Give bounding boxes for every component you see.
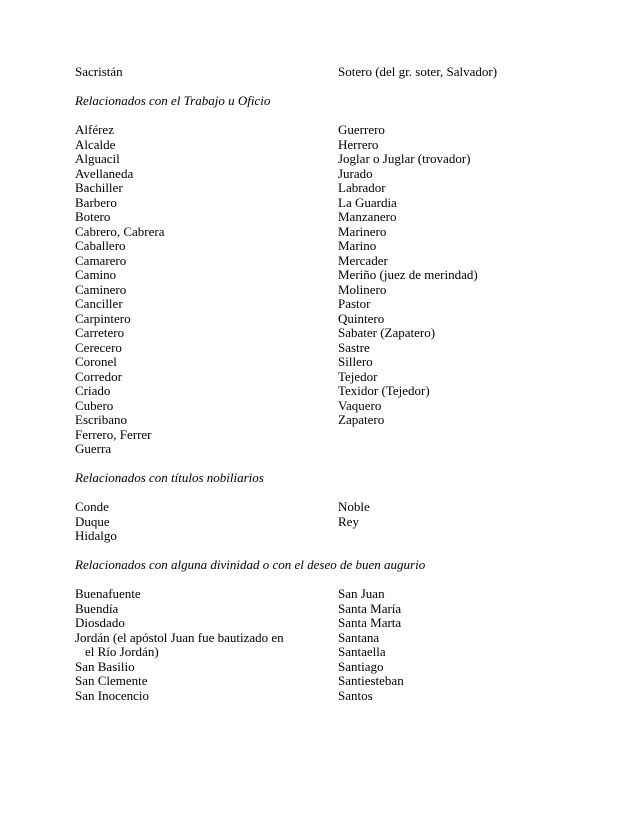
- right-entry: Labrador: [338, 180, 386, 195]
- left-entry: Corredor: [75, 368, 122, 384]
- right-entry: Quintero: [338, 310, 385, 326]
- left-entry: Alcalde: [75, 136, 116, 152]
- left-entry: Coronel: [75, 354, 117, 369]
- surname-row: [75, 384, 595, 399]
- right-entry: Jurado: [338, 165, 373, 181]
- right-entry: Manzanero: [338, 209, 397, 224]
- right-entry: Santos: [338, 687, 373, 703]
- spacer: [75, 486, 595, 501]
- left-entry: Buenafuente: [75, 586, 141, 601]
- surname-row: [75, 312, 595, 327]
- left-entry: Camino: [75, 267, 117, 282]
- right-entry: Sotero (del gr. soter, Salvador): [338, 64, 498, 79]
- left-entry: Guerra: [75, 441, 112, 456]
- surname-row: [75, 297, 595, 312]
- surname-row: [75, 341, 595, 356]
- surname-row: [75, 210, 595, 225]
- right-entry: Noble: [338, 499, 370, 514]
- surname-row: [75, 370, 595, 385]
- surname-row: [75, 428, 595, 443]
- left-entry: Sacristán: [75, 64, 123, 79]
- surname-row: [75, 283, 595, 298]
- right-entry: Sastre: [338, 339, 370, 355]
- spacer: [75, 544, 595, 559]
- right-entry: Rey: [338, 513, 359, 529]
- left-entry: Buendía: [75, 600, 119, 616]
- surname-row: [75, 355, 595, 370]
- right-entry: Santa Marta: [338, 615, 402, 630]
- left-entry: San Inocencio: [75, 687, 150, 703]
- surname-row: [75, 254, 595, 269]
- right-entry: Guerrero: [338, 122, 385, 137]
- left-entry: Alguacil: [75, 151, 120, 166]
- surname-row: [75, 674, 595, 689]
- left-entry: Ferrero, Ferrer: [75, 426, 152, 442]
- sections: [75, 80, 595, 704]
- left-entry: Hidalgo: [75, 528, 117, 543]
- left-entry: Barbero: [75, 194, 117, 210]
- left-entry: Alférez: [75, 122, 114, 137]
- left-entry: Cerecero: [75, 339, 122, 355]
- left-entry: Botero: [75, 209, 111, 224]
- right-entry: Santiago: [338, 658, 384, 674]
- surname-row: [75, 500, 595, 515]
- spacer: [75, 109, 595, 124]
- left-entry: Avellaneda: [75, 165, 134, 181]
- surname-row: [75, 326, 595, 341]
- right-entry: Santa María: [338, 600, 402, 616]
- right-entry: Meriño (juez de merindad): [338, 267, 478, 282]
- section-heading: Relacionados con el Trabajo u Oficio: [75, 93, 271, 108]
- right-entry: Santana: [338, 629, 380, 645]
- surname-row: [75, 631, 595, 646]
- left-entry: Duque: [75, 513, 110, 529]
- right-entry: Vaquero: [338, 397, 382, 413]
- left-entry: San Basilio: [75, 658, 135, 674]
- surname-row: [75, 268, 595, 283]
- left-entry: Caminero: [75, 281, 127, 297]
- surname-row: [75, 645, 595, 660]
- left-entry: San Clemente: [75, 673, 148, 688]
- surname-row: [75, 689, 595, 704]
- left-entry: Cabrero, Cabrera: [75, 223, 165, 239]
- surname-row: [75, 442, 595, 457]
- right-entry: Marinero: [338, 223, 387, 239]
- surname-row: [75, 225, 595, 240]
- left-entry: Camarero: [75, 252, 127, 268]
- right-entry: San Juan: [338, 586, 385, 601]
- left-entry: Criado: [75, 383, 111, 398]
- left-entry: Canciller: [75, 296, 123, 311]
- left-entry: Carpintero: [75, 310, 131, 326]
- right-entry: Mercader: [338, 252, 388, 268]
- left-entry: Caballero: [75, 238, 126, 253]
- right-entry: Tejedor: [338, 368, 378, 384]
- left-entry: el Río Jordán): [85, 644, 159, 659]
- left-entry: Bachiller: [75, 180, 123, 195]
- left-entry: Conde: [75, 499, 109, 514]
- right-entry: Marino: [338, 238, 377, 253]
- left-entry: Jordán (el apóstol Juan fue bautizado en: [75, 629, 284, 645]
- left-entry: Diosdado: [75, 615, 125, 630]
- right-entry: Sabater (Zapatero): [338, 325, 436, 340]
- surname-row: [75, 587, 595, 602]
- spacer: [75, 573, 595, 588]
- surname-row: [75, 123, 595, 138]
- document-page: [75, 65, 595, 703]
- right-entry: Zapatero: [338, 412, 385, 427]
- surname-row: [75, 529, 595, 544]
- right-entry: Santiesteban: [338, 673, 404, 688]
- surname-row: [75, 152, 595, 167]
- surname-row: [75, 399, 595, 414]
- right-entry: Texidor (Tejedor): [338, 383, 430, 398]
- top-row: [75, 65, 595, 80]
- section-heading: Relacionados con alguna divinidad o con el deseo de buen augurio: [75, 557, 426, 572]
- section-heading: Relacionados con títulos nobiliarios: [75, 470, 264, 485]
- right-entry: Sillero: [338, 354, 373, 369]
- surname-row: [75, 616, 595, 631]
- right-entry: La Guardia: [338, 194, 397, 210]
- left-entry: Carretero: [75, 325, 125, 340]
- right-entry: Santaella: [338, 644, 386, 659]
- surname-row: [75, 239, 595, 254]
- surname-row: [75, 602, 595, 617]
- right-entry: Herrero: [338, 136, 379, 152]
- right-entry: Molinero: [338, 281, 387, 297]
- spacer: [75, 80, 595, 95]
- surname-row: [75, 413, 595, 428]
- spacer: [75, 457, 595, 472]
- surname-row: [75, 181, 595, 196]
- surname-row: [75, 515, 595, 530]
- right-entry: Joglar o Juglar (trovador): [338, 151, 471, 166]
- surname-row: [75, 196, 595, 211]
- surname-row: [75, 138, 595, 153]
- surname-row: [75, 660, 595, 675]
- surname-row: [75, 167, 595, 182]
- right-entry: Pastor: [338, 296, 371, 311]
- left-entry: Escribano: [75, 412, 127, 427]
- left-entry: Cubero: [75, 397, 114, 413]
